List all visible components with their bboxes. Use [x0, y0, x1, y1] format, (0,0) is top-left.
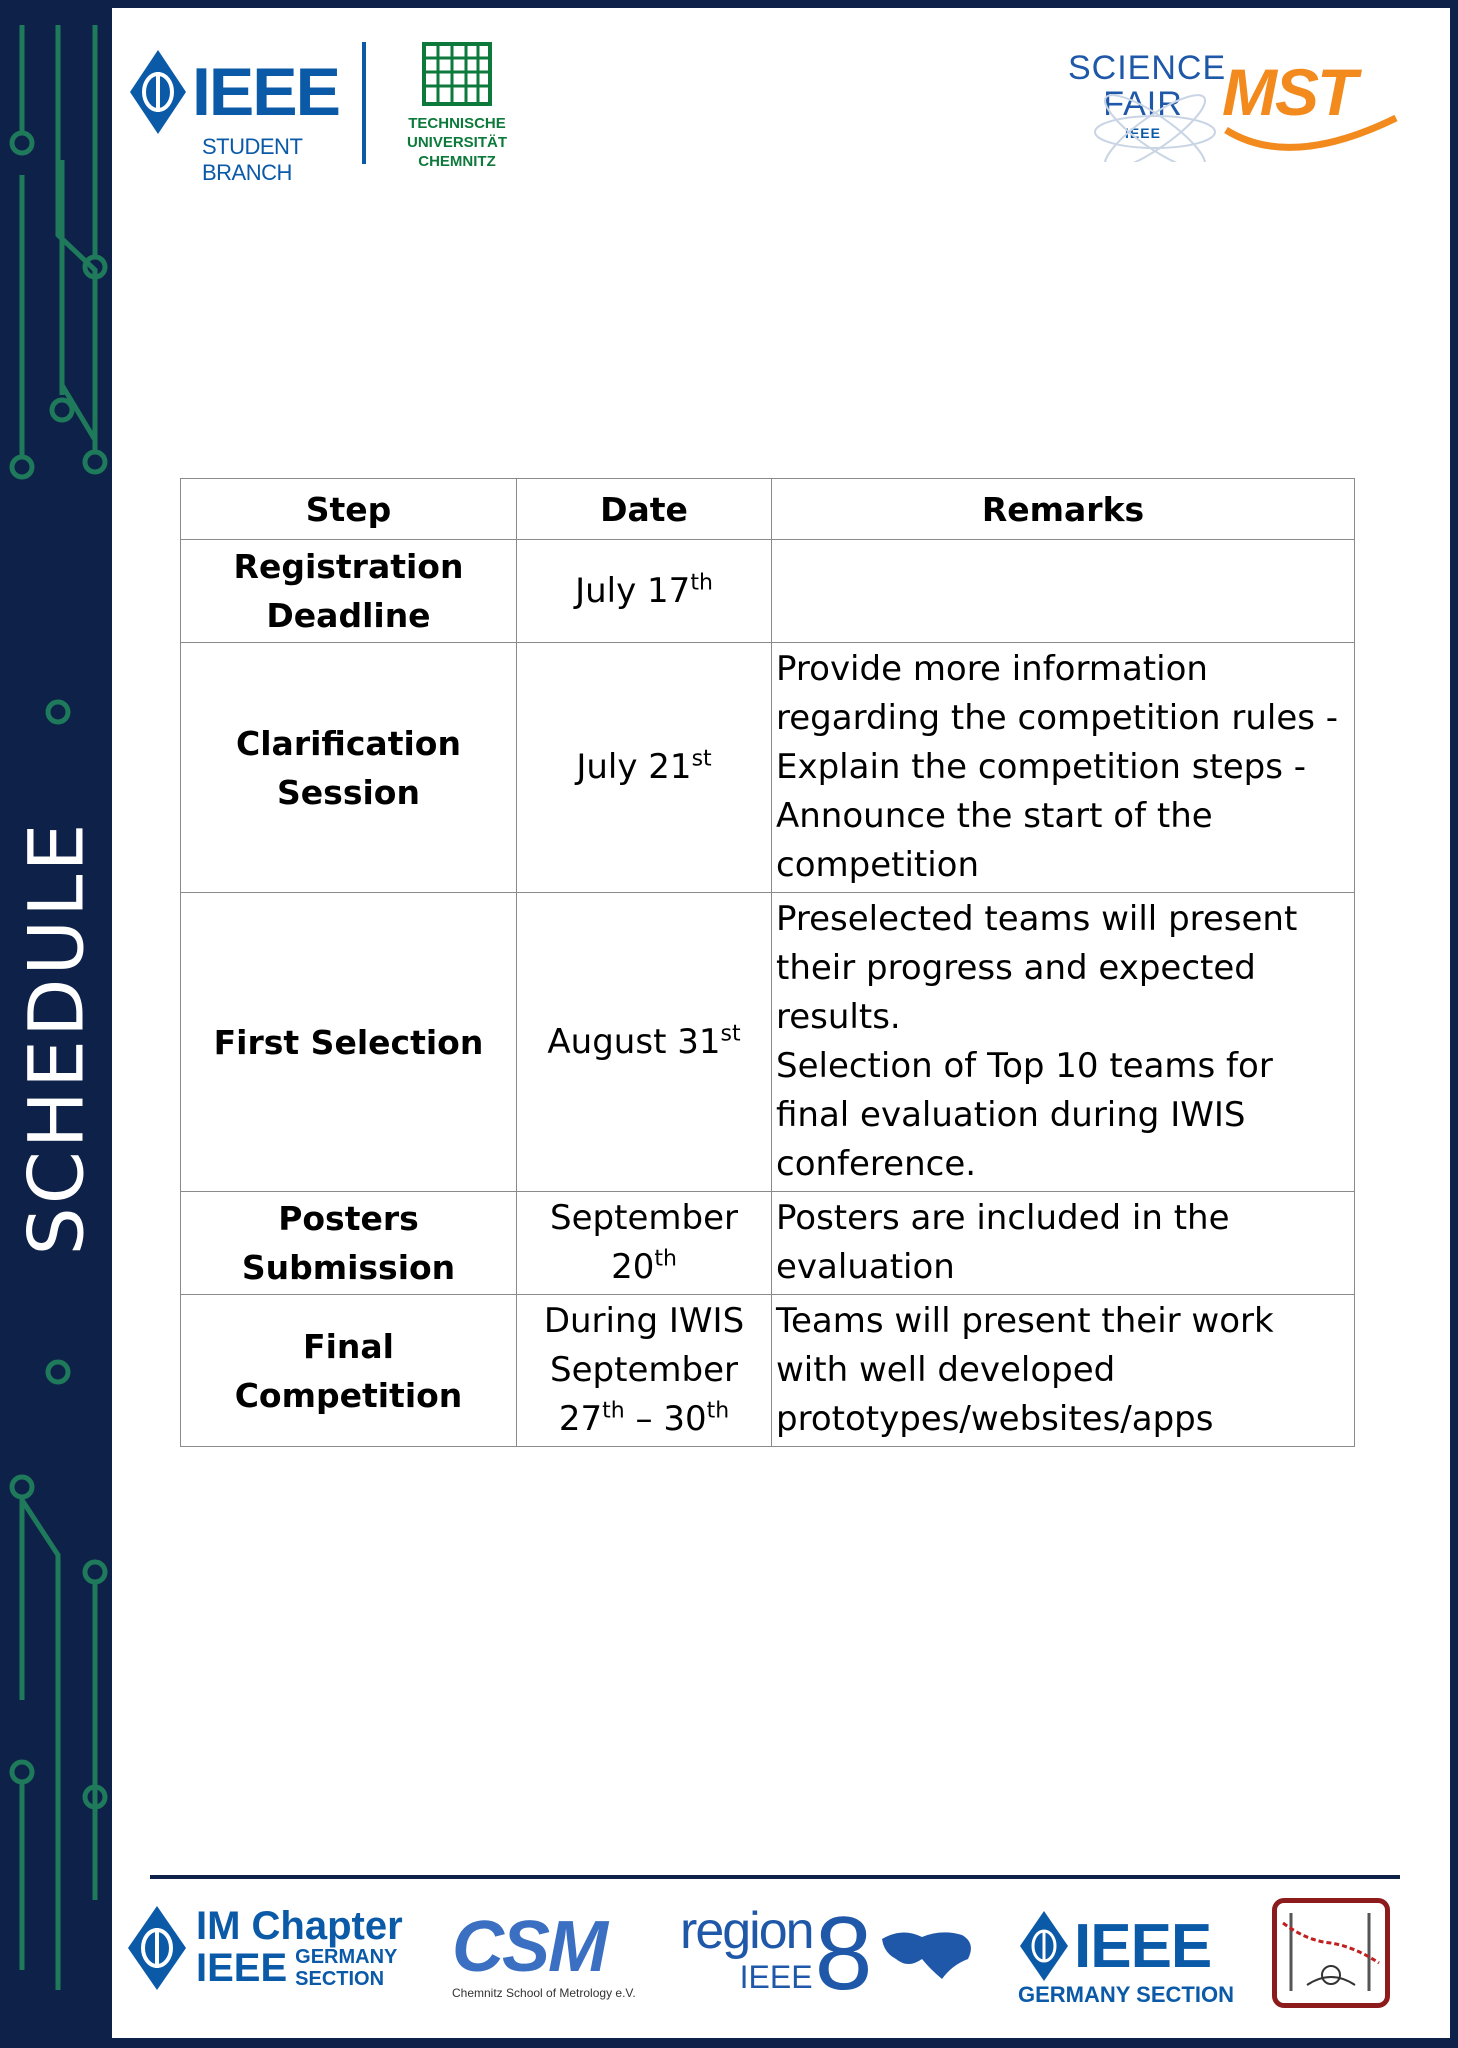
im-chapter-logo: [126, 1902, 403, 1994]
ieee-germany-word: IEEE: [1074, 1911, 1212, 1981]
schedule-vertical-title: SCHEDULE: [11, 820, 101, 1256]
remarks-cell: [772, 540, 1355, 643]
date-text: September: [550, 1198, 738, 1238]
table-row: [181, 1192, 1355, 1295]
remark-line: Announce the start of the competition: [776, 796, 1213, 885]
step-cell: Clarification Session: [181, 643, 517, 893]
date-separator: –: [624, 1399, 664, 1439]
header-remarks: Remarks: [772, 479, 1355, 540]
step-cell: Posters Submission: [181, 1192, 517, 1295]
remarks-cell: [772, 643, 1355, 893]
remarks-cell: [772, 893, 1355, 1192]
right-border: [1450, 0, 1458, 2048]
table-row: [181, 893, 1355, 1192]
im-chapter-text: [196, 1906, 403, 1990]
date-text: 20: [611, 1247, 655, 1287]
step-cell: First Selection: [181, 893, 517, 1192]
table-row: [181, 1295, 1355, 1447]
tu-chemnitz-logo: [366, 38, 548, 171]
remarks-cell: [772, 1192, 1355, 1295]
date-cell: [517, 540, 772, 643]
table-header-row: [181, 479, 1355, 540]
ieee-germany-caption: GERMANY SECTION: [1018, 1982, 1234, 2007]
date-text: July 17: [575, 570, 691, 611]
bottom-border: [0, 2038, 1458, 2048]
date-suffix: st: [691, 746, 712, 772]
ieee-region8-logo: [680, 1896, 982, 2012]
atom-icon: [1080, 92, 1230, 162]
date-suffix: th: [602, 1398, 625, 1424]
ieee-diamond-icon: [126, 1902, 188, 1994]
tu-building-icon: [418, 38, 496, 110]
ieee-branch-label: STUDENT BRANCH: [202, 134, 302, 185]
region-number: 8: [814, 1896, 873, 2012]
im-chapter-germany: GERMANY: [295, 1946, 398, 1968]
date-cell: [517, 1295, 772, 1447]
remark-line: Provide more information regarding the competition rules -: [776, 649, 1339, 738]
remark-line: Posters are included in the evaluation: [776, 1198, 1230, 1287]
csm-caption: Chemnitz School of Metrology e.V.: [452, 1986, 636, 2000]
date-text: September: [550, 1350, 738, 1390]
top-border: [0, 0, 1458, 8]
ieee-logo-word: IEEE: [192, 54, 339, 130]
science-fair-line2: FAIR: [1103, 85, 1183, 123]
science-fair-ieee: IEEE: [1125, 125, 1161, 141]
ieee-diamond-icon: [1018, 1908, 1070, 1984]
header-step: Step: [181, 479, 517, 540]
date-end: 30: [663, 1399, 707, 1439]
step-cell: Final Competition: [181, 1295, 517, 1447]
remark-line: Teams will present their work with well developed prototypes/websites/apps: [776, 1301, 1274, 1439]
date-range: [521, 1395, 767, 1444]
table-row: [181, 643, 1355, 893]
crest-logo: [1272, 1898, 1390, 2008]
side-banner: [0, 0, 112, 2048]
im-chapter-section: SECTION: [295, 1968, 385, 1990]
date-cell: [517, 893, 772, 1192]
step-cell: Registration Deadline: [181, 540, 517, 643]
crest-graph-icon: [1277, 1903, 1385, 2003]
world-map-icon: [872, 1919, 982, 1989]
im-chapter-line1: IM Chapter: [196, 1904, 403, 1948]
date-start: 27: [558, 1399, 603, 1439]
mst-logo: MST: [1222, 55, 1356, 129]
date-cell: [517, 1192, 772, 1295]
date-suffix: th: [706, 1398, 730, 1424]
header-date: Date: [517, 479, 772, 540]
date-text: During IWIS: [543, 1301, 745, 1341]
remark-line: Selection of Top 10 teams for final evaluation during IWIS conference.: [776, 1046, 1273, 1184]
university-line1: TECHNISCHE UNIVERSITÄT: [406, 115, 507, 151]
date-text: August 31: [547, 1021, 721, 1062]
schedule-table: [180, 478, 1355, 1447]
remark-line: Explain the competition steps -: [776, 747, 1307, 787]
im-chapter-ieee: IEEE: [196, 1946, 288, 1990]
remark-line: Preselected teams will present their progress and expected results.: [776, 899, 1298, 1037]
csm-logo: [452, 1907, 636, 2000]
science-fair-line1: SCIENCE: [1068, 49, 1227, 87]
date-suffix: th: [690, 570, 713, 596]
footer-rule: [150, 1875, 1400, 1879]
date-suffix: st: [720, 1021, 741, 1047]
university-line2: CHEMNITZ: [418, 153, 496, 170]
mst-swoosh-icon: [1220, 110, 1400, 160]
remarks-cell: [772, 1295, 1355, 1447]
ieee-germany-logo: [1018, 1908, 1234, 2008]
table-row: [181, 540, 1355, 643]
ieee-student-branch-logo: [128, 48, 360, 185]
ieee-diamond-icon: [128, 48, 188, 136]
date-suffix: th: [654, 1246, 677, 1272]
date-cell: [517, 643, 772, 893]
region-ieee: IEEE: [739, 1959, 813, 1995]
csm-mark: CSM: [452, 1907, 606, 1987]
region-word: region: [680, 1902, 813, 1960]
date-text: July 21: [576, 747, 692, 787]
